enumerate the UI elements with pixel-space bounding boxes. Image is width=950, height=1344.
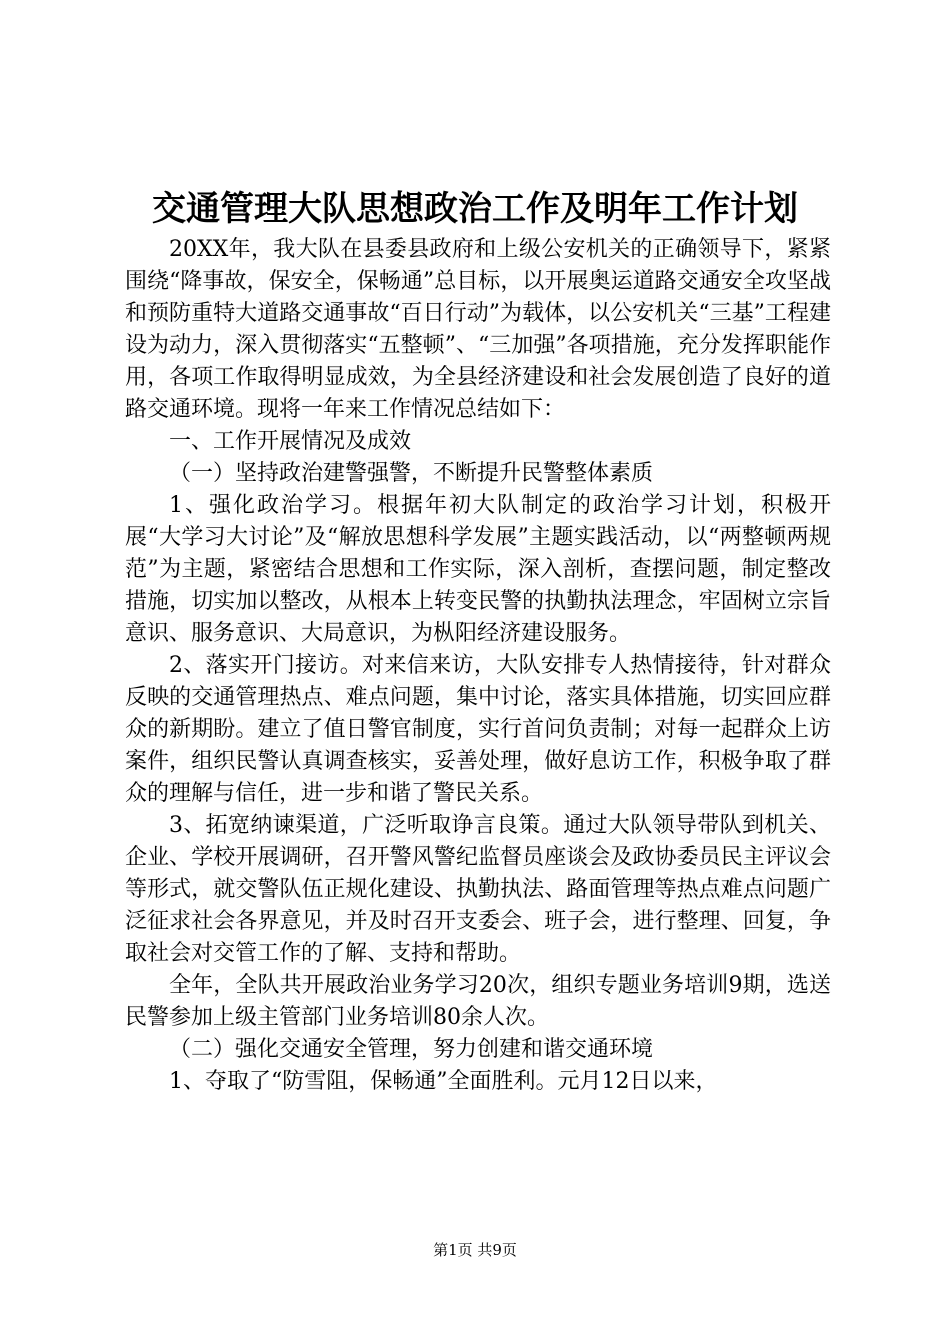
paragraph-snow-prevention: 1、夺取了“防雪阻，保畅通”全面胜利。元月12日以来， (169, 1069, 718, 1094)
page-number-footer: 第1页 共9页 (433, 1241, 517, 1259)
paragraph-advice-channels: 3、拓宽纳谏渠道，广泛听取诤言良策。通过大队领导带队到机关、企业、学校开展调研，召开警风警纪监督员座谈会及政协委员民主评议会等形式，就交警队伍正规化建设、执勤执法、路面管理等热点难点问题广泛征求社会各界意见，并及时召开支委会、班子会，进行整理、回复，争取社会对交管工作的了解、支持和帮助。 (125, 813, 831, 966)
section-heading-1: 一、工作开展情况及成效 (169, 429, 412, 454)
paragraph-open-reception: 2、落实开门接访。对来信来访，大队安排专人热情接待，针对群众反映的交通管理热点、难点问题，集中讨论，落实具体措施，切实回应群众的新期盼。建立了值日警官制度，实行首问负责制；对每一起群众上访案件，组织民警认真调查核实，妥善处理，做好息访工作，积极争取了群众的理解与信任，进一步和谐了警民关系。 (125, 653, 831, 806)
document-title: 交通管理大队思想政治工作及明年工作计划 (152, 189, 798, 229)
paragraph-annual-summary: 全年，全队共开展政治业务学习20次，组织专题业务培训9期，选送民警参加上级主管部门业务培训80余人次。 (125, 973, 831, 1030)
subsection-heading-1: （一）坚持政治建警强警，不断提升民警整体素质 (169, 461, 654, 486)
paragraph-intro: 20XX年，我大队在县委县政府和上级公安机关的正确领导下，紧紧围绕“降事故，保安全，保畅通”总目标，以开展奥运道路交通安全攻坚战和预防重特大道路交通事故“百日行动”为载体，以公安机关“三基”工程建设为动力，深入贯彻落实“五整顿”、“三加强”各项措施，充分发挥职能作用，各项工作取得明显成效，为全县经济建设和社会发展创造了良好的道路交通环境。现将一年来工作情况总结如下： (125, 237, 831, 422)
subsection-heading-2: （二）强化交通安全管理，努力创建和谐交通环境 (169, 1037, 654, 1062)
paragraph-political-study: 1、强化政治学习。根据年初大队制定的政治学习计划，积极开展“大学习大讨论”及“解放思想科学发展”主题实践活动，以“两整顿两规范”为主题，紧密结合思想和工作实际，深入剖析，查摆问题，制定整改措施，切实加以整改，从根本上转变民警的执勤执法理念，牢固树立宗旨意识、服务意识、大局意识，为枞阳经济建设服务。 (125, 493, 831, 646)
document-body (125, 234, 831, 1098)
